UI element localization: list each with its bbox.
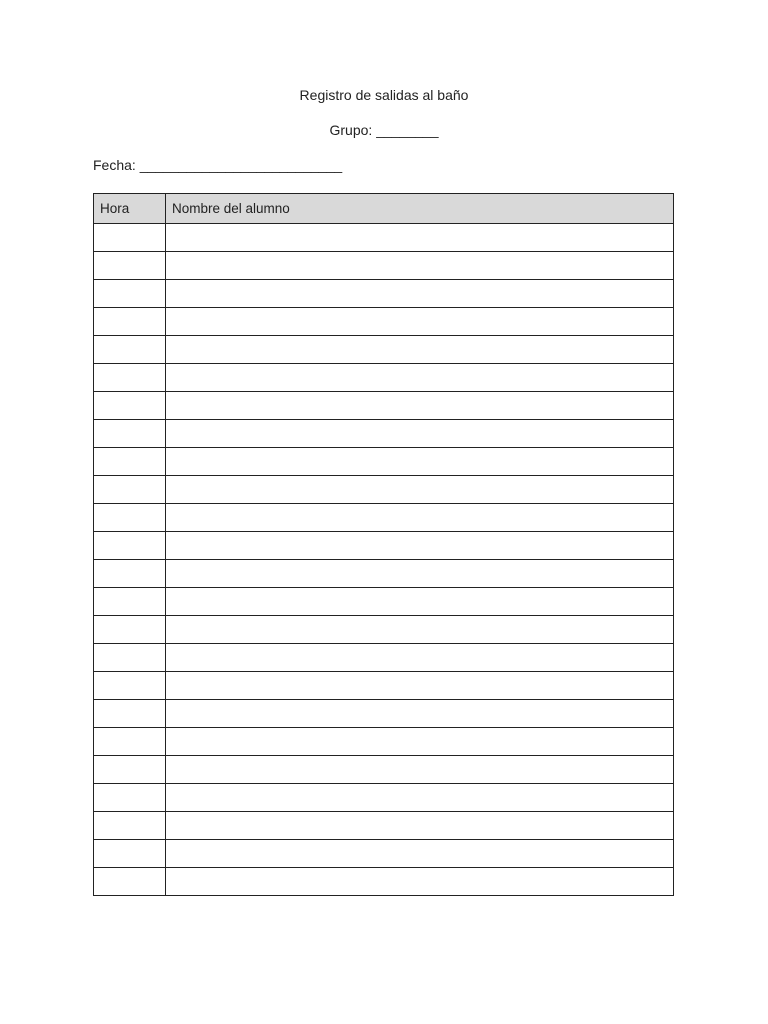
student-name-cell[interactable] [166, 756, 674, 784]
student-name-cell[interactable] [166, 364, 674, 392]
hora-cell[interactable] [94, 588, 166, 616]
hora-cell[interactable] [94, 280, 166, 308]
hora-cell[interactable] [94, 364, 166, 392]
table-row [94, 224, 674, 252]
table-row [94, 392, 674, 420]
hora-cell[interactable] [94, 448, 166, 476]
table-row [94, 868, 674, 896]
table-header-row [94, 194, 674, 224]
table-row [94, 672, 674, 700]
student-name-cell[interactable] [166, 868, 674, 896]
student-name-cell[interactable] [166, 252, 674, 280]
table-row [94, 644, 674, 672]
student-name-cell[interactable] [166, 224, 674, 252]
student-name-cell[interactable] [166, 700, 674, 728]
hora-cell[interactable] [94, 224, 166, 252]
hora-cell[interactable] [94, 812, 166, 840]
student-name-cell[interactable] [166, 280, 674, 308]
hora-cell[interactable] [94, 840, 166, 868]
table-row [94, 588, 674, 616]
hora-cell[interactable] [94, 532, 166, 560]
student-name-cell[interactable] [166, 420, 674, 448]
student-name-cell[interactable] [166, 644, 674, 672]
hora-cell[interactable] [94, 784, 166, 812]
student-name-cell[interactable] [166, 840, 674, 868]
hora-cell[interactable] [94, 252, 166, 280]
hora-cell[interactable] [94, 420, 166, 448]
hora-cell[interactable] [94, 504, 166, 532]
table-row [94, 448, 674, 476]
date-blank-line: __________________________ [139, 157, 343, 173]
hora-cell[interactable] [94, 392, 166, 420]
hora-cell[interactable] [94, 756, 166, 784]
student-name-cell[interactable] [166, 336, 674, 364]
hora-cell[interactable] [94, 308, 166, 336]
table-row [94, 756, 674, 784]
table-row [94, 336, 674, 364]
hora-cell[interactable] [94, 560, 166, 588]
student-name-cell[interactable] [166, 532, 674, 560]
student-name-cell[interactable] [166, 616, 674, 644]
group-blank-line: ________ [376, 122, 439, 138]
table-row [94, 784, 674, 812]
table-row [94, 280, 674, 308]
column-header-nombre: Nombre del alumno [166, 194, 674, 224]
hora-cell[interactable] [94, 700, 166, 728]
student-name-cell[interactable] [166, 476, 674, 504]
table-row [94, 476, 674, 504]
hora-cell[interactable] [94, 672, 166, 700]
student-name-cell[interactable] [166, 784, 674, 812]
student-name-cell[interactable] [166, 504, 674, 532]
table-row [94, 560, 674, 588]
table-body [94, 224, 674, 896]
table-row [94, 532, 674, 560]
table-row [94, 812, 674, 840]
table-row [94, 364, 674, 392]
hora-cell[interactable] [94, 644, 166, 672]
student-name-cell[interactable] [166, 308, 674, 336]
table-row [94, 728, 674, 756]
group-label: Grupo: [329, 122, 373, 138]
table-row [94, 252, 674, 280]
student-name-cell[interactable] [166, 560, 674, 588]
group-field [0, 122, 768, 138]
hora-cell[interactable] [94, 616, 166, 644]
hora-cell[interactable] [94, 476, 166, 504]
student-name-cell[interactable] [166, 728, 674, 756]
student-name-cell[interactable] [166, 588, 674, 616]
date-label: Fecha: [93, 157, 136, 173]
student-name-cell[interactable] [166, 672, 674, 700]
hora-cell[interactable] [94, 728, 166, 756]
hora-cell[interactable] [94, 336, 166, 364]
student-name-cell[interactable] [166, 392, 674, 420]
table-row [94, 840, 674, 868]
table-row [94, 420, 674, 448]
student-name-cell[interactable] [166, 448, 674, 476]
document-title: Registro de salidas al baño [299, 87, 469, 103]
date-field [93, 157, 342, 173]
student-name-cell[interactable] [166, 812, 674, 840]
column-header-hora: Hora [94, 194, 166, 224]
table-row [94, 616, 674, 644]
exit-log-table [93, 193, 674, 896]
table-row [94, 700, 674, 728]
table-row [94, 504, 674, 532]
hora-cell[interactable] [94, 868, 166, 896]
table-row [94, 308, 674, 336]
